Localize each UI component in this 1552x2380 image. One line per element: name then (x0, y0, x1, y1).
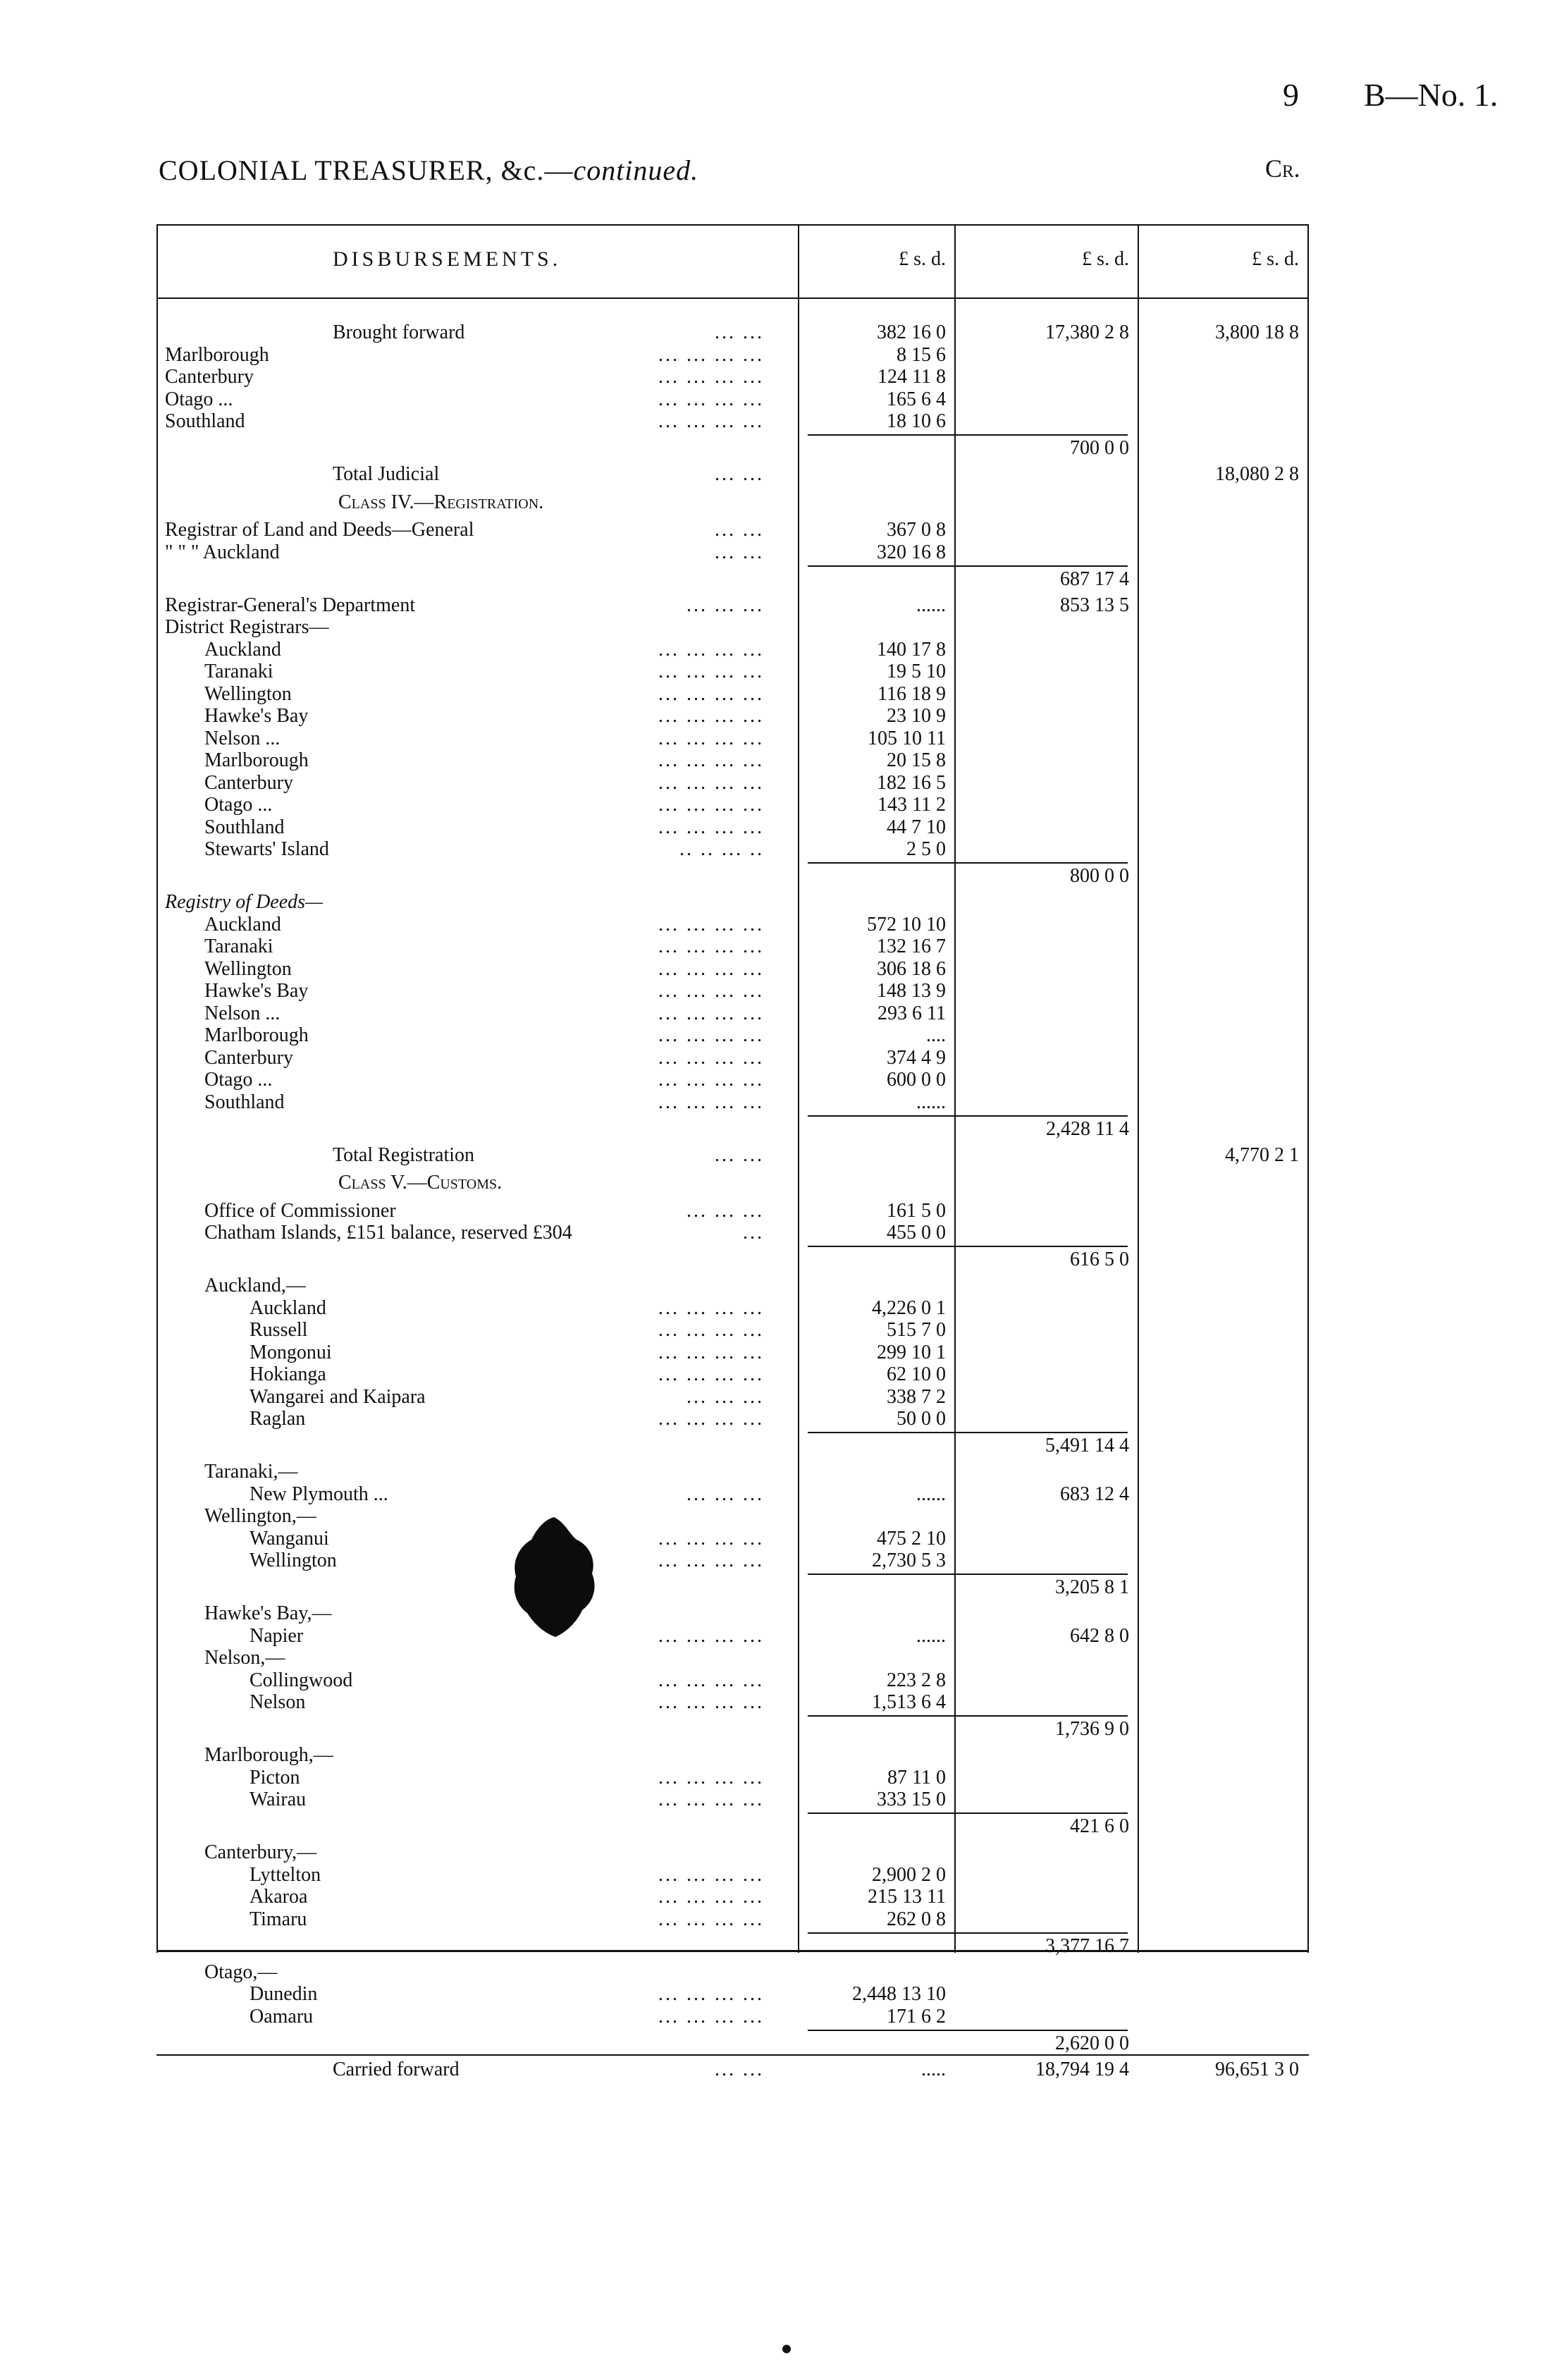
row-label: Collingwood (250, 1669, 353, 1691)
subtotal-rule (808, 1115, 1128, 1117)
amount-c1: 262 0 8 (887, 1908, 946, 1930)
amount-c1: ...... (916, 594, 946, 616)
leader-dots: ... ... ... (686, 1483, 764, 1505)
amount-c1: 2 5 0 (906, 838, 946, 860)
column-rule (954, 224, 956, 1953)
leader-dots: ... ... ... ... (658, 1069, 764, 1091)
amount-c1: 293 6 11 (877, 1002, 946, 1024)
amount-c3: 3,800 18 8 (1215, 321, 1299, 343)
leader-dots: ... ... ... ... (658, 1046, 764, 1069)
amount-c1: 18 10 6 (887, 410, 946, 432)
amount-c1: 600 0 0 (887, 1069, 946, 1091)
amount-c1: 165 6 4 (887, 388, 946, 410)
amount-c1: 320 16 8 (877, 541, 946, 563)
leader-dots: ... ... (715, 519, 764, 541)
row-label: Marlborough (204, 1024, 309, 1046)
amount-c1: 455 0 0 (887, 1222, 946, 1244)
row-label: Wanganui (250, 1527, 329, 1550)
leader-dots: ... ... ... ... (658, 1408, 764, 1430)
subtotal-amount: 687 17 4 (1060, 568, 1129, 590)
amount-c1: 23 10 9 (887, 705, 946, 727)
subtotal-rule (808, 1432, 1128, 1433)
row-label: Otago ... (204, 1069, 273, 1091)
amount-c1: ...... (916, 1091, 946, 1113)
row-label: Brought forward (333, 321, 465, 343)
leader-dots: ... ... ... ... (658, 343, 764, 366)
leader-dots: ... ... ... ... (658, 2005, 764, 2028)
leader-dots: ... ... ... ... (658, 1669, 764, 1691)
subtotal-rule (808, 565, 1128, 567)
header-bottom-rule (156, 298, 1309, 299)
amount-c2: 18,794 19 4 (1035, 2058, 1129, 2080)
row-label: Oamaru (250, 2005, 314, 2028)
row-label: Auckland (204, 638, 281, 661)
disbursements-ledger (156, 224, 1309, 2080)
column-rule (156, 224, 158, 1953)
amount-c2: 642 8 0 (1070, 1624, 1129, 1647)
subtotal-amount: 700 0 0 (1070, 437, 1129, 459)
amount-c1: 215 13 11 (868, 1886, 946, 1908)
leader-dots: ... (743, 1222, 764, 1244)
amount-c1: 299 10 1 (877, 1341, 946, 1363)
amount-c1: 87 11 0 (887, 1766, 946, 1789)
amount-c1: 2,448 13 10 (852, 1983, 946, 2005)
leader-dots: ... ... ... ... (658, 1886, 764, 1908)
row-label: Hawke's Bay (204, 705, 309, 727)
amount-c1: 515 7 0 (887, 1319, 946, 1341)
leader-dots: ... ... ... ... (658, 705, 764, 727)
subtotal-amount: 2,620 0 0 (1055, 2032, 1129, 2054)
row-label: Dunedin (250, 1983, 318, 2005)
class-heading: Class IV.—Registration. (338, 491, 544, 513)
amount-c3: 96,651 3 0 (1215, 2058, 1299, 2080)
column-rule (798, 224, 799, 1953)
leader-dots: ... ... ... ... (658, 1550, 764, 1571)
row-label: Taranaki (204, 661, 273, 682)
subtotal-rule (808, 1715, 1128, 1717)
leader-dots: ... ... ... ... (658, 661, 764, 682)
subtotal-amount: 3,377 16 7 (1045, 1934, 1129, 1957)
row-label: Auckland (204, 913, 281, 936)
column-header: £ s. d. (1252, 248, 1299, 270)
subtotal-rule (808, 1574, 1128, 1575)
row-label: Taranaki,— (204, 1461, 298, 1483)
subtotal-rule (808, 2030, 1128, 2031)
running-title (159, 154, 698, 187)
row-label: Otago ... (204, 794, 273, 816)
row-label: Total Registration (333, 1143, 475, 1166)
leader-dots: ... ... ... ... (658, 1363, 764, 1385)
row-label: Canterbury,— (204, 1841, 317, 1863)
amount-c1: 572 10 10 (867, 913, 946, 936)
row-label: Otago,— (204, 1961, 278, 1983)
row-label: Marlborough,— (204, 1744, 333, 1766)
column-header: £ s. d. (899, 248, 946, 270)
amount-c1: 2,730 5 3 (872, 1550, 946, 1571)
document-reference: B—No. 1. (1364, 77, 1498, 113)
amount-c1: 161 5 0 (887, 1199, 946, 1222)
row-label: Auckland (250, 1296, 326, 1319)
amount-c1: 475 2 10 (877, 1527, 946, 1550)
row-label: Nelson,— (204, 1647, 285, 1669)
row-label: Nelson ... (204, 1002, 281, 1024)
row-label: Canterbury (165, 366, 254, 388)
row-label: Total Judicial (333, 463, 440, 485)
subtotal-amount: 800 0 0 (1070, 865, 1129, 887)
row-label: Chatham Islands, £151 balance, reserved £304 (204, 1222, 572, 1244)
subtotal-rule (808, 1246, 1128, 1247)
leader-dots: ... ... (715, 541, 764, 563)
leader-dots: ... ... ... ... (658, 749, 764, 771)
amount-c1: 1,513 6 4 (872, 1691, 946, 1713)
amount-c1: 140 17 8 (877, 638, 946, 661)
row-label: Wellington (204, 682, 292, 705)
row-label: Hawke's Bay (204, 980, 309, 1002)
amount-c1: 105 10 11 (868, 727, 946, 749)
row-label: Russell (250, 1319, 308, 1341)
row-label: Hawke's Bay,— (204, 1602, 332, 1624)
row-label: New Plymouth ... (250, 1483, 388, 1505)
row-label: Canterbury (204, 771, 293, 794)
row-label: District Registrars— (165, 616, 329, 638)
leader-dots: ... ... ... ... (658, 957, 764, 980)
row-label: Napier (250, 1624, 304, 1647)
leader-dots: ... ... ... ... (658, 1319, 764, 1341)
row-label: Wellington,— (204, 1505, 316, 1527)
amount-c1: 132 16 7 (877, 936, 946, 957)
row-label: Marlborough (204, 749, 309, 771)
leader-dots: ... ... ... ... (658, 1766, 764, 1789)
leader-dots: ... ... (715, 463, 764, 485)
subtotal-rule (808, 1932, 1128, 1934)
row-label: Wellington (250, 1550, 337, 1571)
amount-c1: 19 5 10 (887, 661, 946, 682)
row-label: Auckland,— (204, 1275, 306, 1296)
row-label: Marlborough (165, 343, 269, 366)
amount-c1: .... (926, 1024, 946, 1046)
subtotal-amount: 616 5 0 (1070, 1249, 1129, 1270)
leader-dots: ... ... ... ... (658, 794, 764, 816)
amount-c1: 338 7 2 (887, 1385, 946, 1408)
row-label: Raglan (250, 1408, 306, 1430)
leader-dots: ... ... (715, 321, 764, 343)
amount-c1: 124 11 8 (877, 366, 946, 388)
leader-dots: ... ... (715, 2058, 764, 2080)
amount-c2: 853 13 5 (1060, 594, 1129, 616)
carried-forward-rule (156, 2054, 1309, 2056)
leader-dots: ... ... ... ... (658, 1024, 764, 1046)
row-label: Southland (165, 410, 245, 432)
row-label: Southland (204, 816, 285, 838)
header-top-rule (156, 224, 1309, 226)
leader-dots: ... ... ... ... (658, 388, 764, 410)
leader-dots: ... ... ... ... (658, 1091, 764, 1113)
amount-c1: ...... (916, 1483, 946, 1505)
amount-c1: ..... (921, 2058, 946, 2080)
row-label: Mongonui (250, 1341, 332, 1363)
amount-c1: 143 11 2 (877, 794, 946, 816)
amount-c1: 4,226 0 1 (872, 1296, 946, 1319)
row-label: Timaru (250, 1908, 307, 1930)
row-label: Wellington (204, 957, 292, 980)
leader-dots: ... ... ... ... (658, 1341, 764, 1363)
amount-c3: 18,080 2 8 (1215, 463, 1299, 485)
row-label: Wairau (250, 1789, 307, 1810)
amount-c1: 148 13 9 (877, 980, 946, 1002)
leader-dots: ... ... ... ... (658, 936, 764, 957)
column-rule (1307, 224, 1309, 1953)
amount-c1: 171 6 2 (887, 2005, 946, 2028)
row-label: Taranaki (204, 936, 273, 957)
leader-dots: ... ... ... ... (658, 682, 764, 705)
leader-dots: ... ... ... (686, 1385, 764, 1408)
subtotal-rule (808, 862, 1128, 864)
leader-dots: ... ... ... ... (658, 366, 764, 388)
leader-dots: ... ... ... ... (658, 913, 764, 936)
leader-dots: ... ... ... ... (658, 1789, 764, 1810)
row-label: Lyttelton (250, 1863, 321, 1886)
subtotal-amount: 1,736 9 0 (1055, 1718, 1129, 1740)
leader-dots: ... ... ... (686, 1199, 764, 1222)
row-label: Registrar of Land and Deeds—General (165, 519, 474, 541)
subtotal-amount: 3,205 8 1 (1055, 1576, 1129, 1598)
row-label: Registry of Deeds— (165, 891, 323, 913)
ledger-bottom-rule (156, 1950, 1309, 1952)
leader-dots: ... ... ... ... (658, 1863, 764, 1886)
row-label: Picton (250, 1766, 300, 1789)
subtotal-amount: 5,491 14 4 (1045, 1435, 1129, 1456)
subtotal-amount: 421 6 0 (1070, 1815, 1129, 1837)
section-title: DISBURSEMENTS. (333, 247, 562, 271)
row-label: Southland (204, 1091, 285, 1113)
amount-c1: 44 7 10 (887, 816, 946, 838)
amount-c1: 223 2 8 (887, 1669, 946, 1691)
leader-dots: .. .. ... .. (679, 838, 764, 860)
amount-c1: 50 0 0 (897, 1408, 946, 1430)
leader-dots: ... ... (715, 1143, 764, 1166)
leader-dots: ... ... ... ... (658, 410, 764, 432)
amount-c1: 8 15 6 (897, 343, 946, 366)
row-label: Stewarts' Island (204, 838, 329, 860)
class-heading: Class V.—Customs. (338, 1172, 503, 1194)
leader-dots: ... ... ... ... (658, 638, 764, 661)
page-number: 9 (1283, 77, 1299, 113)
amount-c2: 17,380 2 8 (1045, 321, 1129, 343)
amount-c1: 306 18 6 (877, 957, 946, 980)
leader-dots: ... ... ... ... (658, 1908, 764, 1930)
leader-dots: ... ... ... ... (658, 1002, 764, 1024)
row-label: Otago ... (165, 388, 233, 410)
leader-dots: ... ... ... ... (658, 1624, 764, 1647)
column-rule (1138, 224, 1139, 1953)
amount-c1: 333 15 0 (877, 1789, 946, 1810)
leader-dots: ... ... ... ... (658, 1983, 764, 2005)
amount-c1: 62 10 0 (887, 1363, 946, 1385)
running-title-continued: continued. (573, 154, 699, 186)
row-label: Office of Commissioner (204, 1199, 396, 1222)
leader-dots: ... ... ... ... (658, 1527, 764, 1550)
row-label: Wangarei and Kaipara (250, 1385, 426, 1408)
amount-c1: 116 18 9 (877, 682, 946, 705)
row-label: Canterbury (204, 1046, 293, 1069)
row-label: Registrar-General's Department (165, 594, 416, 616)
leader-dots: ... ... ... ... (658, 1296, 764, 1319)
leader-dots: ... ... ... ... (658, 816, 764, 838)
amount-c1: 367 0 8 (887, 519, 946, 541)
amount-c1: 382 16 0 (877, 321, 946, 343)
row-label: Nelson ... (204, 727, 281, 749)
row-label: Akaroa (250, 1886, 308, 1908)
subtotal-rule (808, 1812, 1128, 1814)
leader-dots: ... ... ... (686, 594, 764, 616)
amount-c2: 683 12 4 (1060, 1483, 1129, 1505)
stray-ink-dot (782, 2345, 791, 2353)
amount-c1: 2,900 2 0 (872, 1863, 946, 1886)
leader-dots: ... ... ... ... (658, 727, 764, 749)
amount-c3: 4,770 2 1 (1225, 1143, 1299, 1166)
row-label: Nelson (250, 1691, 306, 1713)
row-label: Hokianga (250, 1363, 326, 1385)
leader-dots: ... ... ... ... (658, 1691, 764, 1713)
subtotal-rule (808, 434, 1128, 436)
credit-side-label: Cr. (1265, 154, 1300, 183)
row-label: " " " Auckland (165, 541, 280, 563)
subtotal-amount: 2,428 11 4 (1046, 1117, 1129, 1140)
row-label: Carried forward (333, 2058, 460, 2080)
amount-c1: ...... (916, 1624, 946, 1647)
amount-c1: 374 4 9 (887, 1046, 946, 1069)
running-title-main: COLONIAL TREASURER, &c.— (159, 154, 574, 186)
ink-blot (509, 1514, 599, 1640)
amount-c1: 20 15 8 (887, 749, 946, 771)
leader-dots: ... ... ... ... (658, 771, 764, 794)
amount-c1: 182 16 5 (877, 771, 946, 794)
column-header: £ s. d. (1082, 248, 1129, 270)
leader-dots: ... ... ... ... (658, 980, 764, 1002)
